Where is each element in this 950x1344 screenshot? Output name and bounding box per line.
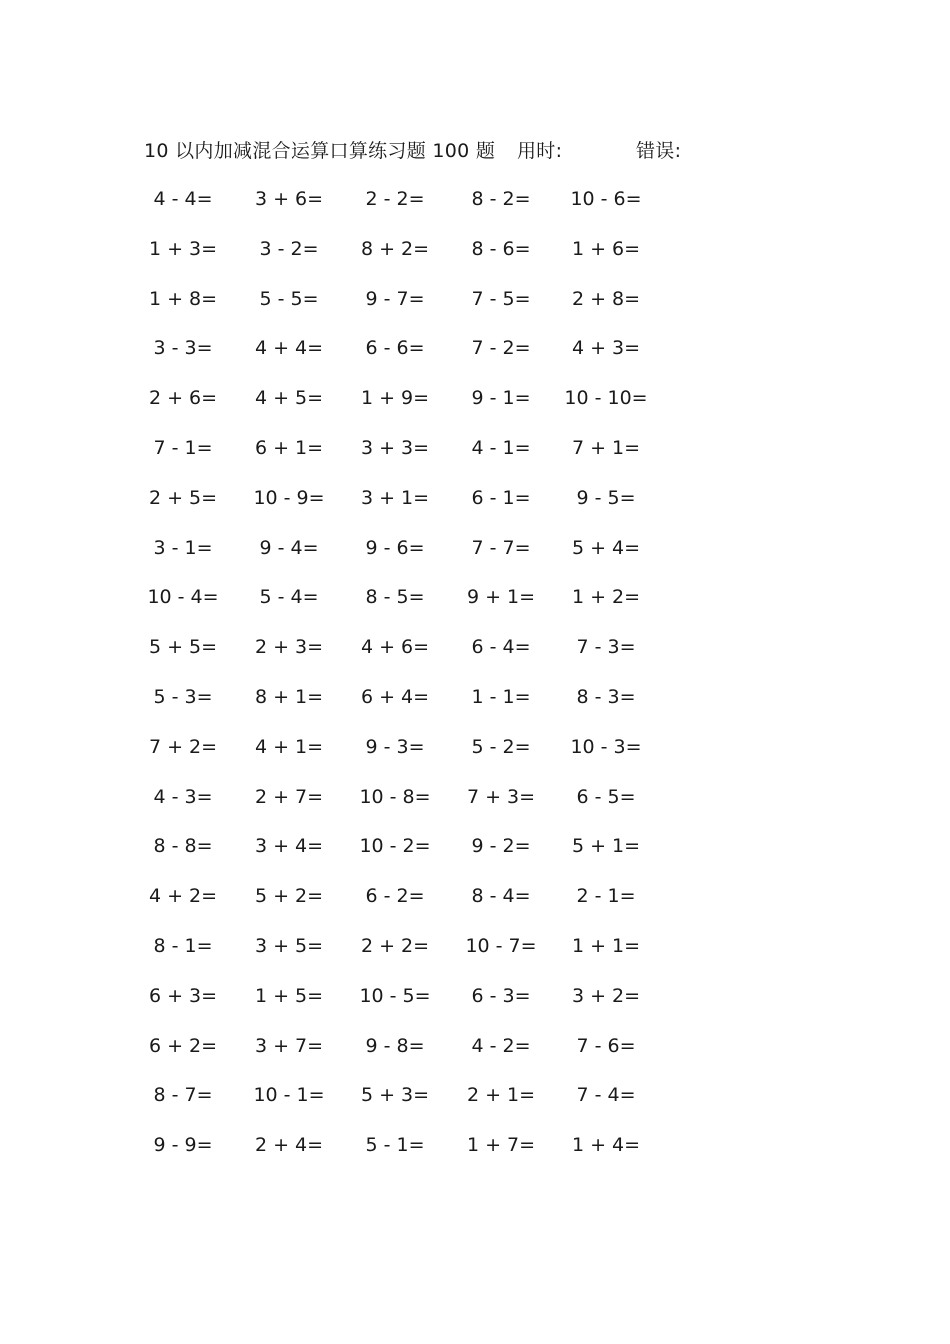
- problem-cell: 3 + 7=: [254, 1034, 324, 1057]
- problem-cell: 1 + 1=: [571, 934, 641, 957]
- problem-row: [150, 783, 670, 833]
- problem-cell: 1 + 7=: [466, 1134, 536, 1157]
- problem-cell: 8 - 5=: [365, 586, 425, 609]
- problem-row: [150, 982, 670, 1032]
- problem-cell: 3 + 3=: [360, 436, 430, 459]
- problem-cell: 10 - 7=: [465, 934, 537, 957]
- problem-row: [150, 882, 670, 932]
- problem-cell: 4 - 2=: [471, 1034, 531, 1057]
- problem-cell: 5 - 4=: [259, 586, 319, 609]
- problem-cell: 7 - 4=: [576, 1084, 636, 1107]
- problem-cell: 5 + 1=: [571, 835, 641, 858]
- problem-cell: 7 + 3=: [466, 785, 536, 808]
- problem-row: [150, 434, 670, 484]
- problem-cell: 6 - 2=: [365, 885, 425, 908]
- problem-row: [150, 1081, 670, 1131]
- problem-row: [150, 633, 670, 683]
- problem-cell: 1 + 4=: [571, 1134, 641, 1157]
- problem-row: [150, 832, 670, 882]
- problem-cell: 1 + 5=: [254, 984, 324, 1007]
- problem-grid: [147, 185, 670, 1181]
- problem-cell: 2 + 8=: [571, 287, 641, 310]
- problem-cell: 6 - 5=: [576, 785, 636, 808]
- problem-cell: 4 - 1=: [471, 436, 531, 459]
- problem-cell: 5 - 2=: [471, 735, 531, 758]
- problem-cell: 4 + 3=: [571, 337, 641, 360]
- problem-cell: 8 - 4=: [471, 885, 531, 908]
- problem-cell: 2 + 6=: [148, 387, 218, 410]
- problem-cell: 7 - 7=: [471, 536, 531, 559]
- problem-cell: 9 + 1=: [466, 586, 536, 609]
- problem-cell: 10 - 2=: [359, 835, 431, 858]
- time-label: 用时:: [517, 140, 563, 162]
- problem-cell: 5 + 2=: [254, 885, 324, 908]
- problem-row: [150, 185, 670, 235]
- problem-row: [150, 733, 670, 783]
- problem-row: [147, 583, 670, 633]
- problem-cell: 4 - 4=: [153, 188, 213, 210]
- problem-cell: 1 - 1=: [471, 685, 531, 708]
- problem-cell: 2 - 2=: [365, 188, 425, 210]
- problem-cell: 9 - 6=: [365, 536, 425, 559]
- problem-row: [150, 534, 670, 584]
- problem-cell: 2 + 3=: [254, 636, 324, 659]
- problem-cell: 4 + 6=: [360, 636, 430, 659]
- problem-cell: 10 - 8=: [359, 785, 431, 808]
- problem-cell: 3 - 2=: [259, 237, 319, 260]
- problem-cell: 2 + 2=: [360, 934, 430, 957]
- problem-cell: 7 + 1=: [571, 436, 641, 459]
- problem-cell: 2 + 1=: [466, 1084, 536, 1107]
- problem-cell: 6 - 4=: [471, 636, 531, 659]
- problem-cell: 8 - 8=: [153, 835, 213, 858]
- problem-cell: 5 - 1=: [365, 1134, 425, 1157]
- problem-cell: 10 - 6=: [570, 188, 642, 210]
- problem-row: [150, 683, 670, 733]
- problem-cell: 5 + 4=: [571, 536, 641, 559]
- problem-cell: 6 - 1=: [471, 486, 531, 509]
- problem-cell: 3 - 1=: [153, 536, 213, 559]
- problem-row: [150, 384, 670, 434]
- problem-cell: 6 - 6=: [365, 337, 425, 360]
- problem-cell: 1 + 3=: [148, 237, 218, 260]
- problem-cell: 6 + 3=: [148, 984, 218, 1007]
- problem-cell: 8 - 2=: [471, 188, 531, 210]
- problem-row: [150, 334, 670, 384]
- problem-cell: 4 + 1=: [254, 735, 324, 758]
- problem-cell: 1 + 8=: [148, 287, 218, 310]
- problem-cell: 9 - 9=: [153, 1134, 213, 1157]
- problem-cell: 5 - 3=: [153, 685, 213, 708]
- problem-cell: 9 - 1=: [471, 387, 531, 410]
- problem-row: [150, 1032, 670, 1082]
- problem-cell: 7 - 3=: [576, 636, 636, 659]
- problem-cell: 3 - 3=: [153, 337, 213, 360]
- problem-cell: 9 - 7=: [365, 287, 425, 310]
- problem-cell: 2 - 1=: [576, 885, 636, 908]
- problem-cell: 2 + 7=: [254, 785, 324, 808]
- problem-cell: 3 + 4=: [254, 835, 324, 858]
- problem-cell: 5 - 5=: [259, 287, 319, 310]
- problem-cell: 3 + 1=: [360, 486, 430, 509]
- problem-cell: 4 + 5=: [254, 387, 324, 410]
- problem-cell: 10 - 10=: [564, 387, 648, 410]
- problem-cell: 6 + 4=: [360, 685, 430, 708]
- problem-cell: 6 - 3=: [471, 984, 531, 1007]
- problem-cell: 6 + 1=: [254, 436, 324, 459]
- problem-cell: 9 - 2=: [471, 835, 531, 858]
- problem-cell: 9 - 4=: [259, 536, 319, 559]
- problem-cell: 9 - 5=: [576, 486, 636, 509]
- problem-cell: 7 - 1=: [153, 436, 213, 459]
- problem-cell: 4 + 2=: [148, 885, 218, 908]
- problem-cell: 5 + 3=: [360, 1084, 430, 1107]
- problem-cell: 10 - 5=: [359, 984, 431, 1007]
- problem-cell: 7 - 5=: [471, 287, 531, 310]
- problem-cell: 7 - 2=: [471, 337, 531, 360]
- problem-cell: 8 + 2=: [360, 237, 430, 260]
- problem-cell: 2 + 5=: [148, 486, 218, 509]
- problem-row: [150, 235, 670, 285]
- problem-cell: 7 + 2=: [148, 735, 218, 758]
- problem-cell: 3 + 5=: [254, 934, 324, 957]
- problem-cell: 10 - 1=: [253, 1084, 325, 1107]
- error-label: 错误:: [636, 140, 682, 162]
- problem-cell: 7 - 6=: [576, 1034, 636, 1057]
- problem-cell: 9 - 3=: [365, 735, 425, 758]
- problem-cell: 10 - 3=: [570, 735, 642, 758]
- problem-cell: 9 - 8=: [365, 1034, 425, 1057]
- problem-row: [150, 484, 670, 534]
- problem-cell: 2 + 4=: [254, 1134, 324, 1157]
- problem-cell: 8 - 1=: [153, 934, 213, 957]
- problem-cell: 3 + 6=: [254, 188, 324, 210]
- problem-cell: 1 + 2=: [571, 586, 641, 609]
- problem-cell: 1 + 9=: [360, 387, 430, 410]
- problem-cell: 5 + 5=: [148, 636, 218, 659]
- problem-row: [150, 285, 670, 335]
- problem-cell: 6 + 2=: [148, 1034, 218, 1057]
- problem-cell: 8 - 6=: [471, 237, 531, 260]
- problem-cell: 8 + 1=: [254, 685, 324, 708]
- worksheet-title: 10 以内加减混合运算口算练习题 100 题: [144, 140, 496, 162]
- problem-cell: 3 + 2=: [571, 984, 641, 1007]
- problem-cell: 4 + 4=: [254, 337, 324, 360]
- problem-cell: 10 - 9=: [253, 486, 325, 509]
- problem-row: [150, 1131, 670, 1181]
- problem-cell: 4 - 3=: [153, 785, 213, 808]
- problem-cell: 10 - 4=: [147, 586, 219, 609]
- problem-row: [150, 932, 670, 982]
- problem-cell: 1 + 6=: [571, 237, 641, 260]
- problem-cell: 8 - 7=: [153, 1084, 213, 1107]
- problem-cell: 8 - 3=: [576, 685, 636, 708]
